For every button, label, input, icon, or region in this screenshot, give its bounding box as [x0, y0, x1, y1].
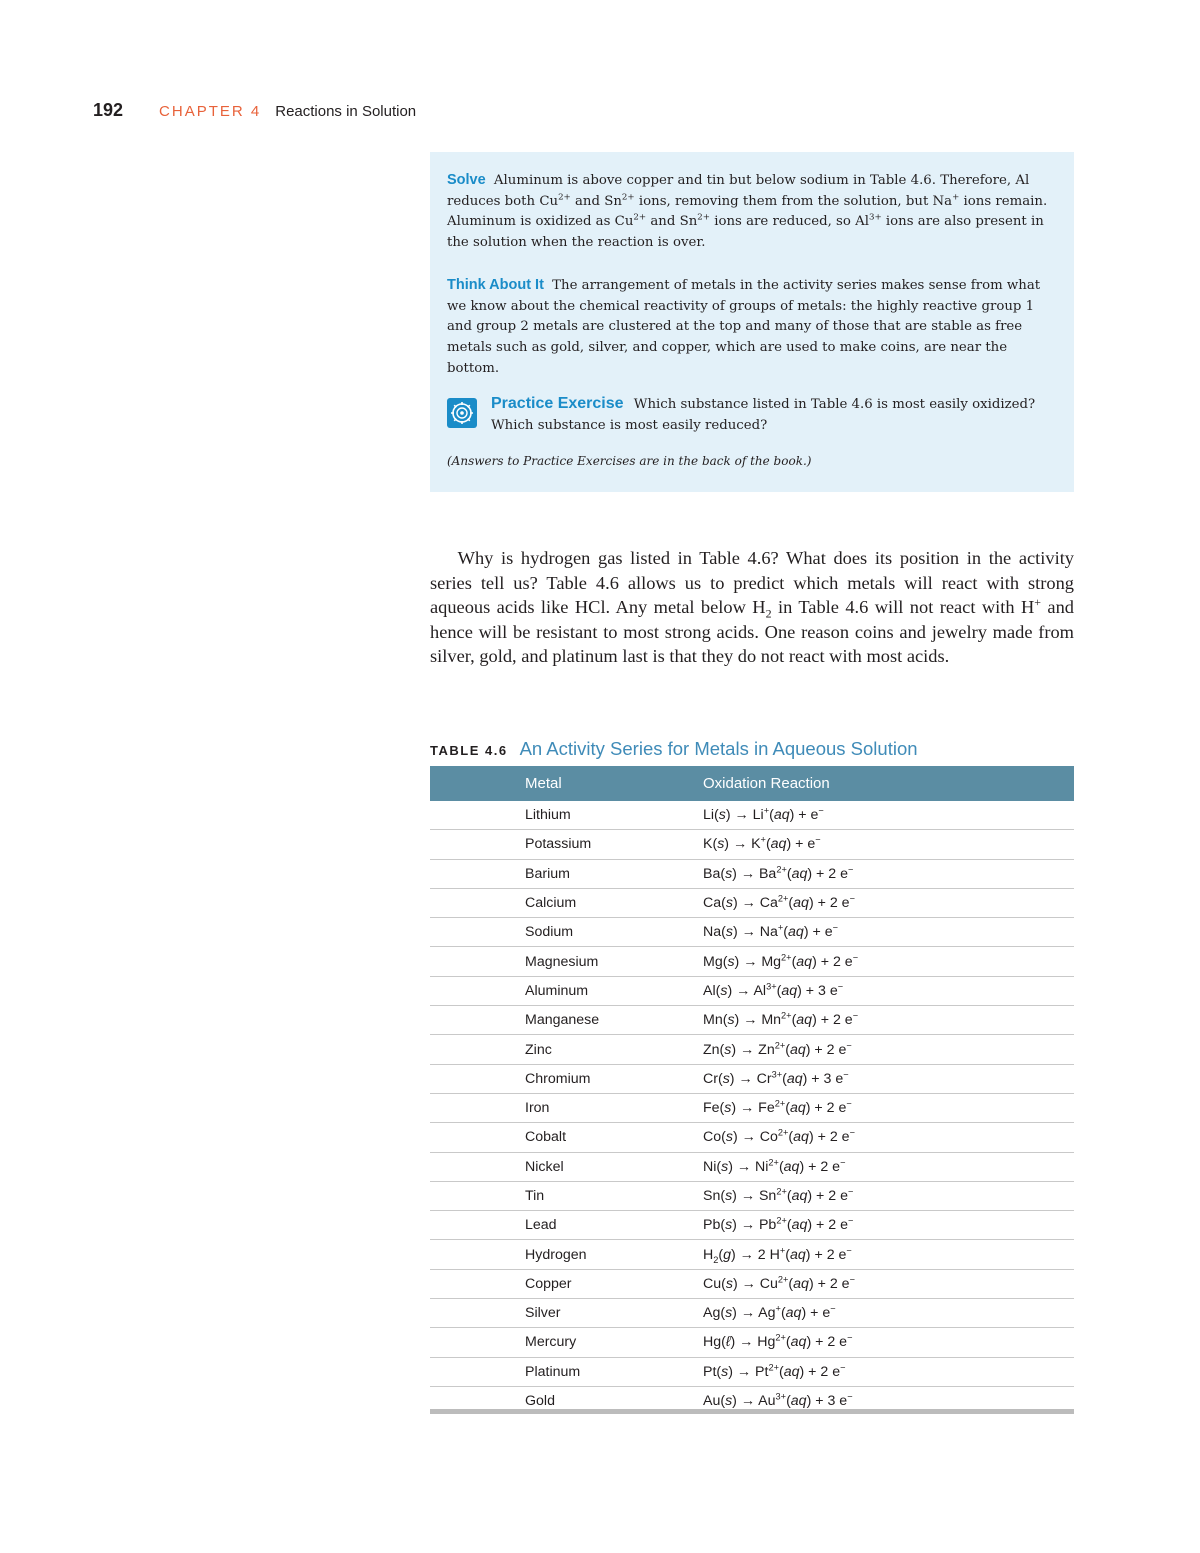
- metal-cell: Nickel: [430, 1152, 703, 1181]
- metal-cell: Lead: [430, 1211, 703, 1240]
- table-header-row: [430, 766, 1074, 801]
- practice-exercise-icon: [447, 398, 477, 428]
- reaction-cell: $Cr(s) \to Cr^{3+}(aq) + 3$ e−: [703, 1064, 1074, 1093]
- activity-series-table: [430, 766, 1074, 1415]
- metal-cell: Cobalt: [430, 1123, 703, 1152]
- metal-cell: Potassium: [430, 830, 703, 859]
- column-header-metal: Metal: [430, 766, 703, 801]
- table-row: [430, 976, 1074, 1005]
- table-title: An Activity Series for Metals in Aqueous Solution: [519, 738, 918, 759]
- metal-cell: Chromium: [430, 1064, 703, 1093]
- metal-cell: Gold: [525, 1393, 555, 1410]
- table-row: [430, 1006, 1074, 1035]
- practice-text-block: [491, 394, 1056, 436]
- practice-text: Which substance listed in Table 4.6 is most easily oxidized? Which substance is most easily reduced?: [491, 397, 1036, 434]
- reaction-cell: $Cu(s) \to Cu^{2+}(aq) + 2$ e−: [703, 1269, 1074, 1298]
- practice-label: Practice Exercise: [491, 395, 624, 413]
- metal-cell: Silver: [430, 1299, 703, 1328]
- reaction-cell: Li(s) → Li+(aq) + e−: [703, 801, 1074, 830]
- metal-cell: Mercury: [430, 1328, 703, 1357]
- table-row: [430, 918, 1074, 947]
- metal-cell: Zinc: [430, 1035, 703, 1064]
- metal-cell: Iron: [430, 1093, 703, 1122]
- table-row: [430, 1328, 1074, 1357]
- reaction-cell: $Au(s) \to Au^{3+}(aq) + 3$ e−: [703, 1391, 853, 1410]
- table-row: [430, 1269, 1074, 1298]
- chapter-label: CHAPTER 4: [159, 103, 262, 120]
- running-header: [93, 100, 416, 126]
- reaction-cell: $Pt(s) \to Pt^{2+}(aq) + 2$ e−: [703, 1357, 1074, 1386]
- table-caption: [430, 738, 918, 760]
- page-number: 192: [93, 100, 124, 120]
- metal-cell: Aluminum: [430, 976, 703, 1005]
- solution-box: [430, 152, 1074, 492]
- metal-cell: Calcium: [430, 888, 703, 917]
- reaction-cell: K(s) → K+(aq) + e−: [703, 830, 1074, 859]
- reaction-cell: $Fe(s) \to Fe^{2+}(aq) + 2$ e−: [703, 1093, 1074, 1122]
- table-bottom-rule: [430, 1409, 1074, 1414]
- body-paragraph: Why is hydrogen gas listed in Table 4.6? What does its position in the activity series tell us? Table 4.6 allows us to predict which metals will react with strong aqueous acids like HCl. Any metal below $H_2$ in Table 4.6 will not react with H+ and hence will be resistant to most strong acids. One reason coins and jewelry made from silver, gold, and platinum last is that they do not react with most acids.: [430, 548, 1074, 666]
- think-paragraph: [447, 275, 1056, 380]
- table-row: [430, 947, 1074, 976]
- answers-note: (Answers to Practice Exercises are in the back of the book.): [447, 453, 812, 468]
- reaction-cell: $Ba(s) \to Ba^{2+}(aq) + 2$ e−: [703, 859, 1074, 888]
- table-row: [430, 1152, 1074, 1181]
- table-row: [430, 801, 1074, 830]
- metal-cell: Tin: [430, 1181, 703, 1210]
- solve-paragraph: [447, 170, 1056, 254]
- metal-cell: Barium: [430, 859, 703, 888]
- table-row: [430, 1181, 1074, 1210]
- metal-cell: Manganese: [430, 1006, 703, 1035]
- solve-label: Solve: [447, 172, 486, 188]
- reaction-cell: $H_2(g) \to 2$ H+(aq) + 2 e−: [703, 1240, 1074, 1269]
- metal-cell: Platinum: [430, 1357, 703, 1386]
- metal-cell: Lithium: [430, 801, 703, 830]
- metal-cell: Sodium: [430, 918, 703, 947]
- reaction-cell: Na(s) → Na+(aq) + e−: [703, 918, 1074, 947]
- table-row: [430, 1240, 1074, 1269]
- reaction-cell: $Ni(s) \to Ni^{2+}(aq) + 2$ e−: [703, 1152, 1074, 1181]
- metal-cell: Magnesium: [430, 947, 703, 976]
- metal-cell: Hydrogen: [430, 1240, 703, 1269]
- reaction-cell: $Al(s) \to Al^{3+}(aq) + 3$ e−: [703, 976, 1074, 1005]
- column-header-reaction: Oxidation Reaction: [703, 766, 1074, 801]
- table-row: [430, 1299, 1074, 1328]
- reaction-cell: $Co(s) \to Co^{2+}(aq) + 2$ e−: [703, 1123, 1074, 1152]
- table-row: [430, 1035, 1074, 1064]
- think-text: The arrangement of metals in the activity series makes sense from what we know about the chemical reactivity of groups of metals: the highly reactive group 1 and group 2 metals are clustered at the top and many of those that are stable as free metals such as gold, silver, and copper, which are used to make coins, are near the bottom.: [447, 277, 1041, 376]
- reaction-cell: $Sn(s) \to Sn^{2+}(aq) + 2$ e−: [703, 1181, 1074, 1210]
- table-label: TABLE 4.6: [430, 743, 508, 758]
- practice-exercise: [447, 394, 1056, 436]
- table-row: [430, 1093, 1074, 1122]
- chapter-title: Reactions in Solution: [275, 103, 417, 120]
- reaction-cell: $Pb(s) \to Pb^{2+}(aq) + 2$ e−: [703, 1211, 1074, 1240]
- table-row: [430, 1211, 1074, 1240]
- metal-cell: Copper: [430, 1269, 703, 1298]
- table-row: [430, 1064, 1074, 1093]
- think-label: Think About It: [447, 276, 544, 293]
- reaction-cell: Hg(ℓ) → $Hg^{2+}(aq) + 2$ e−: [703, 1328, 1074, 1357]
- solve-text: Aluminum is above copper and tin but below sodium in Table 4.6. Therefore, Al reduces both $Cu^{2+}$ and $Sn^{2+}$ ions, removing them from the solution, but Na+ ions remain. Aluminum is oxidized as $Cu^{2+}$ and $Sn^{2+}$ ions are reduced, so $Al^{3+}$ ions are also present in the solution when the reaction is over.: [447, 173, 1048, 251]
- reaction-cell: $Mn(s) \to Mn^{2+}(aq) + 2$ e−: [703, 1006, 1074, 1035]
- table-row: [430, 888, 1074, 917]
- reaction-cell: Ag(s) → Ag+(aq) + e−: [703, 1299, 1074, 1328]
- table-row: [430, 1357, 1074, 1386]
- reaction-cell: $Zn(s) \to Zn^{2+}(aq) + 2$ e−: [703, 1035, 1074, 1064]
- table-row: [430, 859, 1074, 888]
- table-row: [430, 1123, 1074, 1152]
- reaction-cell: $Ca(s) \to Ca^{2+}(aq) + 2$ e−: [703, 888, 1074, 917]
- table-row: [430, 830, 1074, 859]
- reaction-cell: $Mg(s) \to Mg^{2+}(aq) + 2$ e−: [703, 947, 1074, 976]
